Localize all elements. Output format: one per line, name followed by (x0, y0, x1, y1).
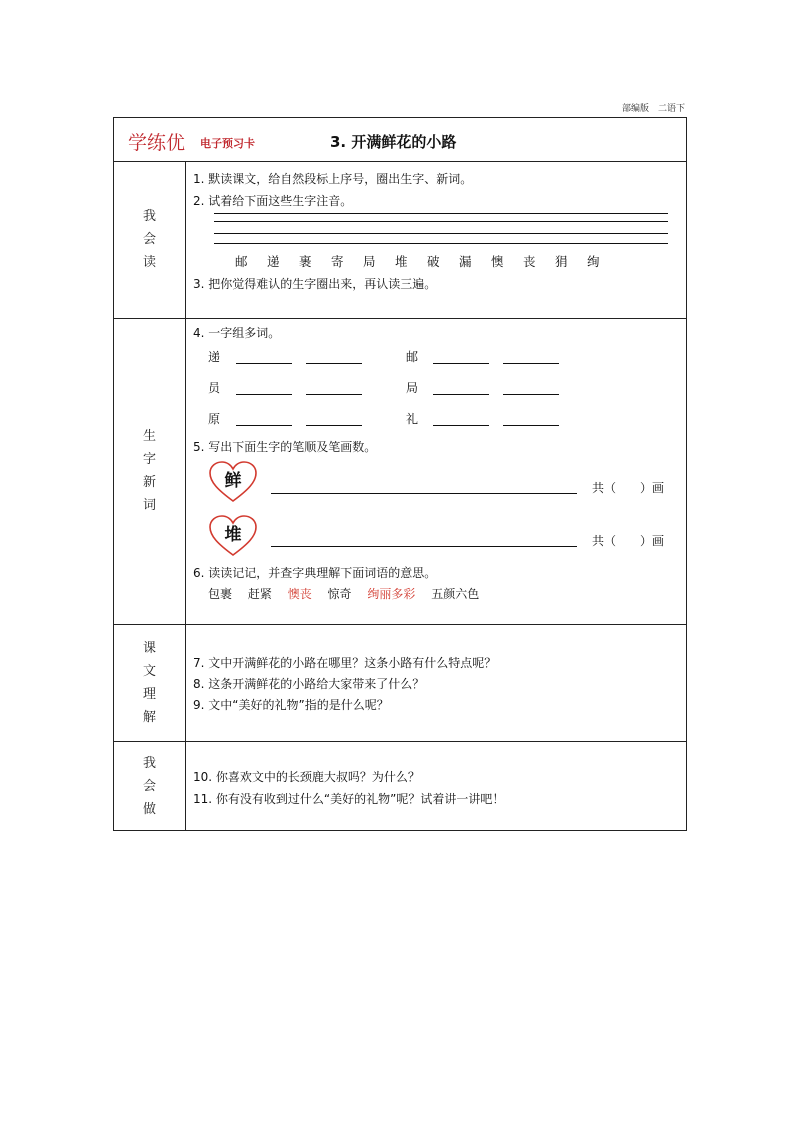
group-char: 局 (406, 381, 419, 395)
vocab-word: 包裹 (208, 587, 233, 601)
vocab-word-highlight: 懊丧 (287, 587, 312, 601)
vocab-word-highlight: 绚丽多彩 (367, 587, 416, 601)
label-char: 文 (142, 663, 156, 679)
question-2: 2. 试着给下面这些生字注音。 (193, 194, 353, 208)
label-char: 会 (142, 778, 156, 794)
label-char: 会 (142, 232, 156, 247)
group-char: 邮 (406, 350, 419, 364)
answer-blank[interactable] (306, 425, 362, 426)
label-char: 做 (142, 801, 156, 817)
group-char: 礼 (406, 412, 419, 426)
question-5: 5. 写出下面生字的笔顺及笔画数。 (193, 440, 377, 454)
brand-title: 学练优 (128, 132, 186, 154)
vocab-list (208, 585, 491, 602)
column-divider (185, 161, 186, 831)
answer-blank[interactable] (433, 363, 489, 364)
stroke-char: 鲜 (224, 471, 242, 491)
section-label-read (114, 161, 185, 318)
stroke-order-line[interactable] (271, 546, 577, 547)
char-item: 狷 (555, 254, 568, 269)
heart-frame (208, 514, 258, 558)
stroke-order-line[interactable] (271, 493, 577, 494)
label-char: 我 (142, 755, 156, 771)
question-7: 7. 文中开满鲜花的小路在哪里？这条小路有什么特点呢？ (193, 656, 497, 670)
vocab-word: 五颜六色 (431, 587, 480, 601)
edition-label: 部编版 二语下 (622, 104, 686, 114)
answer-blank[interactable] (433, 425, 489, 426)
char-item: 丧 (523, 254, 536, 269)
char-item: 递 (267, 254, 280, 269)
question-1: 1. 默读课文，给自然段标上序号，圈出生字、新词。 (193, 172, 473, 186)
section-label-do (114, 741, 185, 831)
divider (114, 624, 686, 625)
question-11: 11. 你有没有收到过什么“美好的礼物”呢？试着讲一讲吧！ (193, 792, 505, 806)
question-4: 4. 一字组多词。 (193, 326, 281, 340)
group-char: 原 (208, 412, 221, 426)
label-char: 理 (142, 686, 156, 702)
answer-blank[interactable] (503, 425, 559, 426)
pinyin-line (214, 233, 668, 234)
stroke-count: 共（ ）画 (592, 481, 665, 495)
answer-blank[interactable] (236, 425, 292, 426)
char-item: 懊 (491, 254, 504, 269)
answer-blank[interactable] (236, 363, 292, 364)
vocab-word: 惊奇 (327, 587, 352, 601)
char-item: 堆 (395, 254, 408, 269)
char-item: 漏 (459, 254, 472, 269)
heart-frame (208, 460, 258, 504)
label-char: 我 (142, 209, 156, 224)
lesson-title: 3. 开满鲜花的小路 (330, 133, 457, 151)
stroke-char: 堆 (224, 525, 242, 545)
vocab-word: 赶紧 (247, 587, 272, 601)
label-char: 解 (142, 709, 156, 725)
question-9: 9. 文中“美好的礼物”指的是什么呢？ (193, 698, 389, 712)
question-6: 6. 读读记记，并查字典理解下面词语的意思。 (193, 566, 437, 580)
answer-blank[interactable] (236, 394, 292, 395)
divider (114, 318, 686, 319)
answer-blank[interactable] (306, 394, 362, 395)
stroke-count: 共（ ）画 (592, 534, 665, 548)
card-subtitle: 电子预习卡 (200, 137, 255, 150)
section-label-understand (114, 624, 185, 741)
label-char: 新 (142, 475, 156, 490)
label-char: 读 (142, 255, 156, 270)
char-item: 裹 (299, 254, 312, 269)
group-char: 递 (208, 350, 221, 364)
pinyin-line (214, 221, 668, 222)
pinyin-line (214, 213, 668, 214)
char-item: 寄 (331, 254, 344, 269)
answer-blank[interactable] (503, 394, 559, 395)
group-char: 员 (208, 381, 221, 395)
question-3: 3. 把你觉得难认的生字圈出来，再认读三遍。 (193, 277, 437, 291)
question-10: 10. 你喜欢文中的长颈鹿大叔吗？为什么？ (193, 770, 420, 784)
preview-card (113, 117, 687, 831)
section-label-words (114, 318, 185, 624)
answer-blank[interactable] (433, 394, 489, 395)
answer-blank[interactable] (306, 363, 362, 364)
answer-blank[interactable] (503, 363, 559, 364)
label-char: 课 (142, 640, 156, 656)
question-8: 8. 这条开满鲜花的小路给大家带来了什么？ (193, 677, 425, 691)
char-list (235, 252, 619, 270)
label-char: 词 (142, 498, 156, 513)
label-char: 生 (142, 429, 156, 444)
char-item: 邮 (235, 254, 248, 269)
char-item: 破 (427, 254, 440, 269)
char-item: 绚 (587, 254, 600, 269)
char-item: 局 (363, 254, 376, 269)
divider (114, 161, 686, 162)
divider (114, 741, 686, 742)
label-char: 字 (142, 452, 156, 467)
pinyin-line (214, 243, 668, 244)
